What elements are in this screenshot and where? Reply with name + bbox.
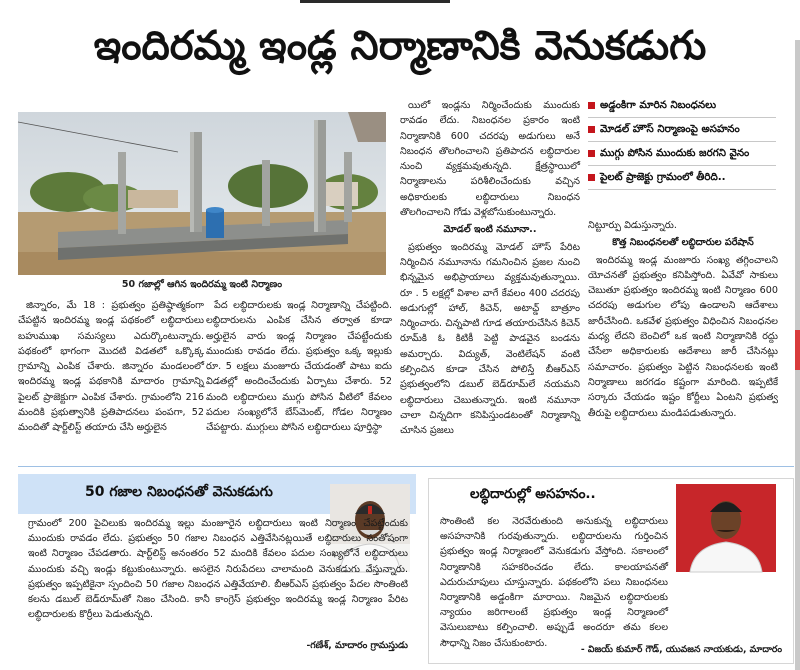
highlights-list xyxy=(588,97,776,193)
quote-signature: - విజయ్ కుమార్ గౌడ్, యువజన నాయకుడు, మాదారం xyxy=(580,644,782,655)
subheading: కొత్త నిబంధనలతో లబ్ధిదారుల పరేషాన్ xyxy=(612,237,754,249)
bullet-square-icon xyxy=(588,150,595,157)
photo-caption: 50 గజాల్లో ఆగిన ఇందిరమ్మ ఇంటి నిర్మాణం xyxy=(121,279,283,290)
article-column-2 xyxy=(206,298,392,458)
bullet-square-icon xyxy=(588,126,595,133)
quote-title: 50 గజాల నిబంధనతో వెనుకడుగు xyxy=(85,484,273,500)
article-column-3 xyxy=(400,98,580,460)
quote-title: లబ్ధిదారుల్లో అసహనం.. xyxy=(470,486,596,502)
highlight-item: అడ్డంకిగా మారిన నిబంధనలు xyxy=(588,97,776,118)
bullet-square-icon xyxy=(588,102,595,109)
highlight-item: పైలట్ ప్రాజెక్టు గ్రామంలో తీరిది.. xyxy=(588,169,776,190)
paragraph-lead: నిట్టూర్పు విడుస్తున్నారు. xyxy=(588,220,677,231)
top-rule xyxy=(300,0,450,3)
quote-signature: -గణేశ్, మాదారం గ్రామస్తుడు xyxy=(306,640,408,651)
article-column-1 xyxy=(18,298,204,458)
bullet-square-icon xyxy=(588,174,595,181)
house-construction-photo-icon xyxy=(18,112,386,275)
paragraph: యిలో ఇండ్లను నిర్మించేందుకు ముందుకు రావడం లేదు. నిబంధనల ప్రకారం ఇంటి నిర్మాణానికి 600 చదరపు అడుగులు అనే నిబంధన తొలగించాలని ప్రతిపాదన లబ్ధిదారుల నుంచి వ్యక్తమవుతున్నది. క్షేత్రస్థాయిలో నిర్మాణాలను పరిశీలించేందుకు వచ్చిన అధికారులకు లబ్ధిదారులు నిబంధన తొలగించాలని గోడు వెళ్లబోసుకుంటున్నారు. xyxy=(400,100,580,219)
paragraph: జిన్నారం, మే 18 : ప్రభుత్వం ప్రతిష్ఠాత్మకంగా చేపట్టిన ఇందిరమ్మ ఇండ్ల పథకంలో లబ్ధిదారులు బహుముఖ సమస్యలు ఎదుర్కొంటున్నారు. పథకంలో భాగంగా మొదటి విడతలో ఒక్కొక్క గ్రామాన్ని ఎంపిక చేశారు. జిన్నారం మండలంలో ఇందిరమ్మ ఇండ్ల పథకానికి మాదారం గ్రామాన్ని పైలట్ ప్రాజెక్టుగా ఎంపిక చేశారు. గ్రామంలోని 216 మందికి ప్రభుత్వానికి ప్రతిపాదనలు పంపగా, 52 మందితో షార్ట్‌లిస్ట్ తయారు చేసి అర్హులైన xyxy=(18,300,204,434)
headline: ఇందిరమ్మ ఇండ్ల నిర్మాణానికి వెనుకడుగు xyxy=(93,23,707,69)
section-divider xyxy=(18,466,794,467)
paragraph: పేద లబ్ధిదారులకు ఇండ్ల నిర్మాణాన్ని చేపట్టింది. లబ్ధిదారులను ఎంపిక చేసిన తర్వాత కూడా అర్హులైన వారు ఇండ్ల నిర్మాణం చేపట్టేందుకు ముందుకు రావడం లేదు. ప్రభుత్వం ఒక్క ఇల్లుకు రూ. 5 లక్షలు మంజూరు చేయడంతో పాటు ఐదు విడతల్లో అందించేందుకు ఏర్పాటు చేశారు. 52 మంది లబ్ధిదారులు ముగ్గు పోసిన వీటిలో కేవలం పదుల సంఖ్యలోనే బేస్‌మెంట్, గోడల నిర్మాణం చేపట్టారు. ముగ్గులు పోసిన లబ్ధిదారులు పూర్తిస్థా xyxy=(206,300,392,434)
page-edge-accent xyxy=(795,330,800,370)
portrait-vijay xyxy=(676,484,776,572)
construction-photo xyxy=(18,112,386,275)
paragraph: ప్రభుత్వం ఇందిరమ్మ మోడల్ హౌస్ పేరిట నిర్మించిన నమూనాను గమనించిన ప్రజల నుంచి భిన్నమైన అభిప్రాయాలు వ్యక్తమవుతున్నాయి. రూ . 5 లక్షల్లో విశాల వాగే కేవలం 400 చదరపు అడుగుల్లో హాల్, కిచెన్, అటాచ్డ్ బాత్రూం నిర్మించారు. చిన్నపాటి గూడ తయారుచేసిన కిచెన్ రూమ్‌కి ఓ కిటికీ పెట్టి పాడవైన బండను అమర్చారు. విద్యుత్, వెంటిలేషన్ వంటి కల్పించిన కూడా చేసిన పోలిస్తే బీఆర్‌ఎస్ ప్రభుత్వంలోని డబుల్ బెడ్‌రూమ్‌లే నయమని లబ్ధిదారులు చెబుతున్నారు. ఇంటి నమూనా చాలా చిన్నదిగా కనిపిస్తుండటంతో నిర్మాణాన్ని చూసిన ప్రజలు xyxy=(400,241,580,437)
highlight-item: మోడల్ హౌస్ నిర్మాణంపై అసహనం xyxy=(588,121,776,142)
person-portrait-icon xyxy=(676,484,776,572)
subheading: మోడల్ ఇంటి నమూనా.. xyxy=(443,224,537,236)
paragraph: ఇందిరమ్మ ఇండ్ల మంజూరు సంఖ్య తగ్గించాలని యోచనతో ప్రభుత్వం కనిపిస్తోంది. ఏవేవో సాకులు చెబుతూ ప్రభుత్వం ఇందిరమ్మ ఇంటి నిర్మాణం 600 చదరపు అడుగుల లోపు ఉండాలని ఆదేశాలు జారీచేసింది. ఒకవేళ ప్రభుత్వం విధించిన నిబంధనల మధ్య లేదని బెంచిలో ఒక ఇంటి నిర్మాణానికి రద్దు చేసేలా అధికారులకు ఆదేశాలు జారీ చేసినట్లు సమాచారం. ప్రభుత్వం పెట్టిన నిబంధనలకు ఇంటి నిర్మాణాలు జరగడం కష్టంగా మారింది. ఇప్పటికే సర్కారు చేయడం ఇష్టం కోర్టీలు ఏంటని ప్రభుత్వ తీరుపై లబ్ధిదారులు మండిపడుతున్నారు. xyxy=(588,254,778,419)
quote-text: సొంతింటి కల నెరవేరుతుంది అనుకున్న లబ్ధిదారులు అసహనానికి గురవుతున్నారు. లబ్ధిదారులను గుర్తించిన ప్రభుత్వం ఇండ్ల నిర్మాణంలో వెనుకడుగు వేస్తోంది. సకాలంలో నిర్మాణానికి సహకరించడం లేదు. కాలయాపనతో ఎదురుచూపులు చూస్తున్నారు. పథకంలోని పలు నిబంధనలు నిర్మాణానికి అడ్డంకిగా మారాయి. నిజమైన లబ్ధిదారులకు న్యాయం జరిగాలంటే ప్రభుత్వం ఇండ్ల నిర్మాణంలో వెసులుబాటు కల్పించాలి. అప్పుడే అందరూ తమ కలల సౌధాన్ని నిజం చేసుకుంటారు. xyxy=(440,516,668,649)
quote-text: గ్రామంలో 200 పైచిలుకు ఇందిరమ్మ ఇల్లు మంజూరైన లబ్ధిదారులు ఇంటి నిర్మాణం చేపట్టేందుకు ముందుకు రావడం లేదు. ప్రభుత్వం 50 గజాల నిబంధన ఎత్తివేసినట్లయితే లబ్ధిదారులు సంతోషంగా ఇంటి నిర్మాణం చేపడతారు. షార్ట్‌లిస్ట్ అనంతరం 52 మందికి కేవలం పదుల సంఖ్యలోనే లబ్ధిదారులు ముందుకు వచ్చి ఇండ్లు కట్టుకుంటున్నారు. అసలైన నిరుపేదలు చాలామంది వెనుకడుగు వేస్తున్నారు. ప్రభుత్వం ఇప్పటికైనా స్పందించి 50 గజాల నిబంధన ఎత్తివేయాలి. బీఆర్‌ఎస్ ప్రభుత్వం పేదల సొంతింటి కలను డబుల్ బెడ్‌రూమ్‌తో నిజం చేసింది. కానీ కాంగ్రెస్ ప్రభుత్వం ఇందిరమ్మ ఇండ్ల నిర్మాణం పేరిట లబ్ధిదారులకు కొర్రీలు పెడుతున్నది. xyxy=(28,518,408,621)
article-column-4 xyxy=(588,218,778,460)
highlight-item: ముగ్గు పోసిన ముందుకు జరగని వైనం xyxy=(588,145,776,166)
